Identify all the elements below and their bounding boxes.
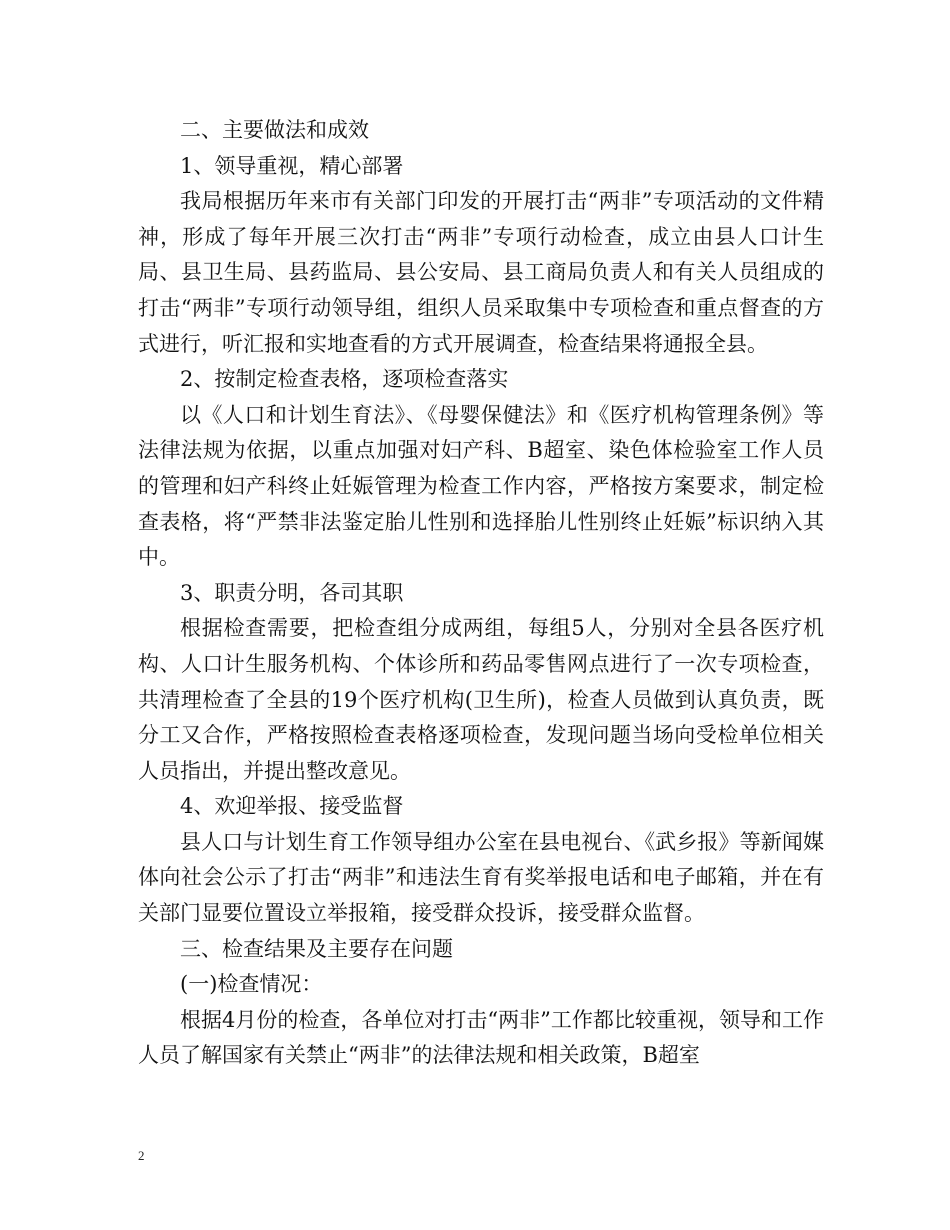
section-heading: 二、主要做法和成效: [180, 118, 369, 142]
subsection-heading: 4、欢迎举报、接受监督: [180, 794, 404, 819]
subsection-heading: 2、按制定检查表格，逐项检查落实: [180, 367, 509, 392]
body-paragraph: 县人口与计划生育工作领导组办公室在县电视台、《武乡报》等新闻媒体向社会公示了打击“两非”和违法生育有奖举报电话和电子邮箱，并在有关部门显要位置设立举报箱，接受群众投诉，接受群众监督。: [138, 829, 824, 926]
section-heading: 三、检查结果及主要存在问题: [180, 936, 453, 961]
body-paragraph: 以《人口和计划生育法》、《母婴保健法》和《医疗机构管理条例》等法律法规为依据，以重点加强对妇产科、B超室、染色体检验室工作人员的管理和妇产科终止妊娠管理为检查工作内容，严格按方案要求，制定检查表格，将“严禁非法鉴定胎儿性别和选择胎儿性别终止妊娠”标识纳入其中。: [138, 402, 824, 570]
body-paragraph: 根据4月份的检查，各单位对打击“两非”工作都比较重视，领导和工作人员了解国家有关禁止“两非”的法律法规和相关政策，B超室: [138, 1007, 824, 1068]
body-paragraph: 我局根据历年来市有关部门印发的开展打击“两非”专项活动的文件精神，形成了每年开展三次打击“两非”专项行动检查，成立由县人口计生局、县卫生局、县药监局、县公安局、县工商局负责人和有关人员组成的打击“两非”专项行动领导组，组织人员采取集中专项检查和重点督查的方式进行，听汇报和实地查看的方式开展调查，检查结果将通报全县。: [138, 189, 824, 356]
subsection-heading: (一)检查情况：: [180, 972, 323, 997]
subsection-heading: 1、领导重视，精心部署: [180, 153, 404, 178]
body-paragraph: 根据检查需要，把检查组分成两组，每组5人，分别对全县各医疗机构、人口计生服务机构、个体诊所和药品零售网点进行了一次专项检查，共清理检查了全县的19个医疗机构(卫生所)，检查人员做到认真负责，既分工又合作，严格按照检查表格逐项检查，发现问题当场向受检单位相关人员指出，并提出整改意见。: [138, 616, 824, 783]
subsection-heading: 3、职责分明，各司其职: [180, 580, 404, 605]
document-body: [138, 113, 824, 1074]
page-number: 2: [138, 1148, 145, 1163]
